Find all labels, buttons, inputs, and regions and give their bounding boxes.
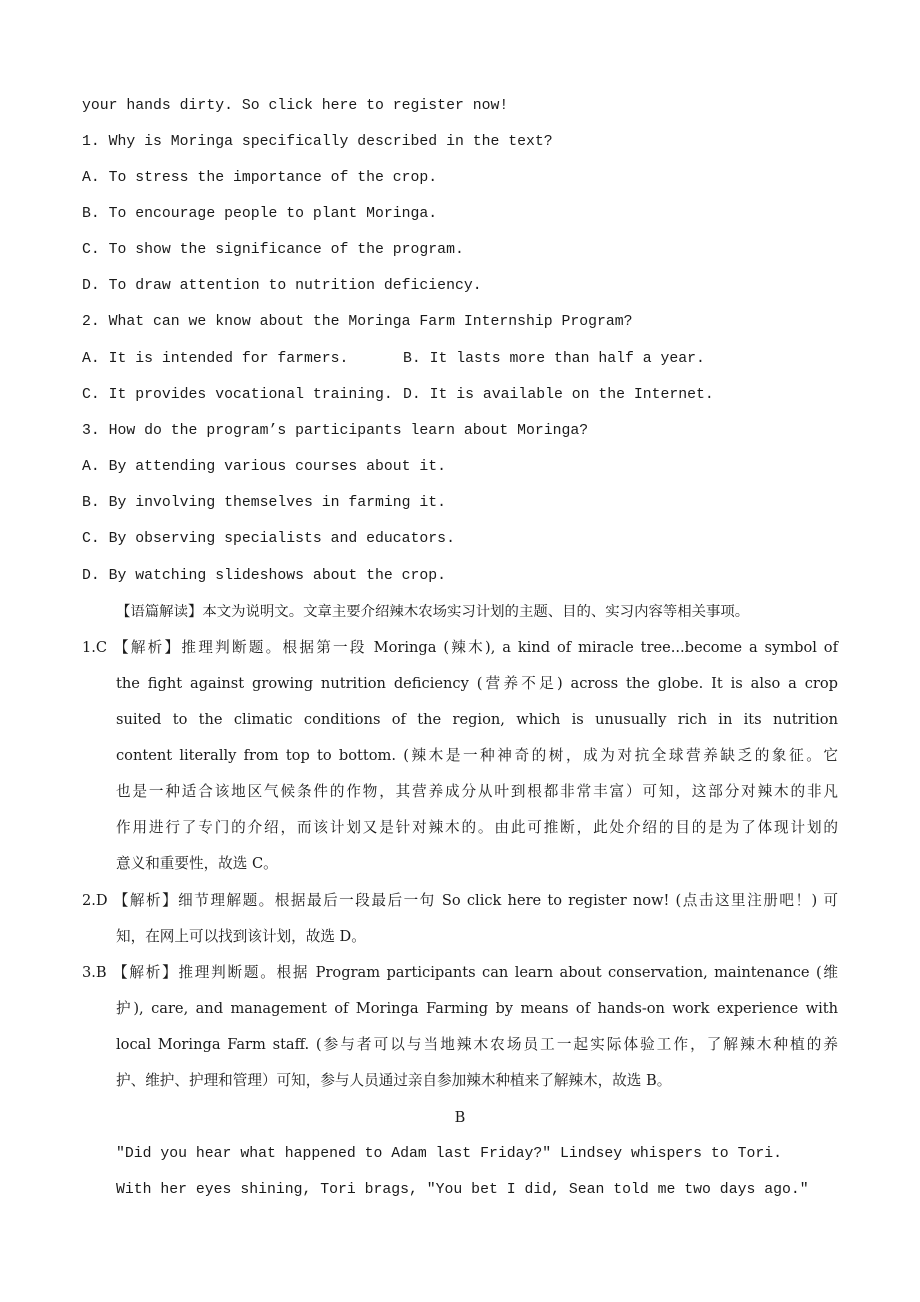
answer-1-line: the fight against growing nutrition deficiency (营养不足) across the globe. It is also a crop xyxy=(116,675,838,692)
question-2-option-b: B. It lasts more than half a year. xyxy=(403,351,705,367)
question-2-option-c: C. It provides vocational training. xyxy=(82,387,393,403)
answer-3-line: local Moringa Farm staff. (参与者可以与当地辣木农场员工一起实际体验工作，了解辣木种植的养 xyxy=(116,1036,838,1053)
question-3-option-b: B. By involving themselves in farming it. xyxy=(82,495,447,511)
passage-b-line: With her eyes shining, Tori brags, "You bet I did, Sean told me two days ago." xyxy=(116,1182,809,1198)
question-2-stem: 2. What can we know about the Moringa Farm Internship Program? xyxy=(82,314,633,330)
section-b-heading: B xyxy=(454,1109,466,1126)
answer-2-line: 知，在网上可以找到该计划，故选 D。 xyxy=(116,928,366,945)
question-3-stem: 3. How do the program’s participants learn about Moringa? xyxy=(82,423,589,439)
answer-1-line: 也是一种适合该地区气候条件的作物，其营养成分从叶到根都非常丰富）可知，这部分对辣木的非凡 xyxy=(116,783,838,800)
question-1-option-b: B. To encourage people to plant Moringa. xyxy=(82,206,438,222)
passage-a-closing-line: your hands dirty. So click here to register now! xyxy=(82,98,509,114)
question-1-option-a: A. To stress the importance of the crop. xyxy=(82,170,438,186)
passage-note: 【语篇解读】本文为说明文。文章主要介绍辣木农场实习计划的主题、目的、实习内容等相关事项。 xyxy=(116,604,750,620)
answer-1-line: suited to the climatic conditions of the region, which is unusually rich in its nutrition xyxy=(116,711,838,728)
answer-3-line: 护、维护、护理和管理）可知，参与人员通过亲自参加辣木种植来了解辣木，故选 B。 xyxy=(116,1072,672,1089)
answer-1-line: 意义和重要性，故选 C。 xyxy=(116,855,278,872)
answer-2-first-line: 2.D 【解析】细节理解题。根据最后一段最后一句 So click here to register now! (点击这里注册吧！) 可 xyxy=(82,892,838,909)
answer-1-line: 作用进行了专门的介绍，而该计划又是针对辣木的。由此可推断，此处介绍的目的是为了体现计划的 xyxy=(116,819,838,836)
answer-3-line: 护), care, and management of Moringa Farming by means of hands-on work experience with xyxy=(116,1000,838,1017)
question-1-stem: 1. Why is Moringa specifically described in the text? xyxy=(82,134,553,150)
question-3-option-d: D. By watching slideshows about the crop. xyxy=(82,568,447,584)
question-2-option-a: A. It is intended for farmers. xyxy=(82,351,349,367)
answer-1-first-line: 1.C 【解析】推理判断题。根据第一段 Moringa (辣木), a kind of miracle tree...become a symbol of xyxy=(82,639,838,656)
question-1-option-c: C. To show the significance of the program. xyxy=(82,242,464,258)
answer-1-line: content literally from top to bottom. (辣木是一种神奇的树，成为对抗全球营养缺乏的象征。它 xyxy=(116,747,838,764)
answer-3-first-line: 3.B 【解析】推理判断题。根据 Program participants can learn about conservation, maintenance (维 xyxy=(82,964,838,981)
question-2-option-d: D. It is available on the Internet. xyxy=(403,387,714,403)
question-3-option-c: C. By observing specialists and educators. xyxy=(82,531,455,547)
question-3-option-a: A. By attending various courses about it. xyxy=(82,459,447,475)
passage-b-line: "Did you hear what happened to Adam last Friday?" Lindsey whispers to Tori. xyxy=(116,1146,782,1162)
question-1-option-d: D. To draw attention to nutrition deficiency. xyxy=(82,278,482,294)
